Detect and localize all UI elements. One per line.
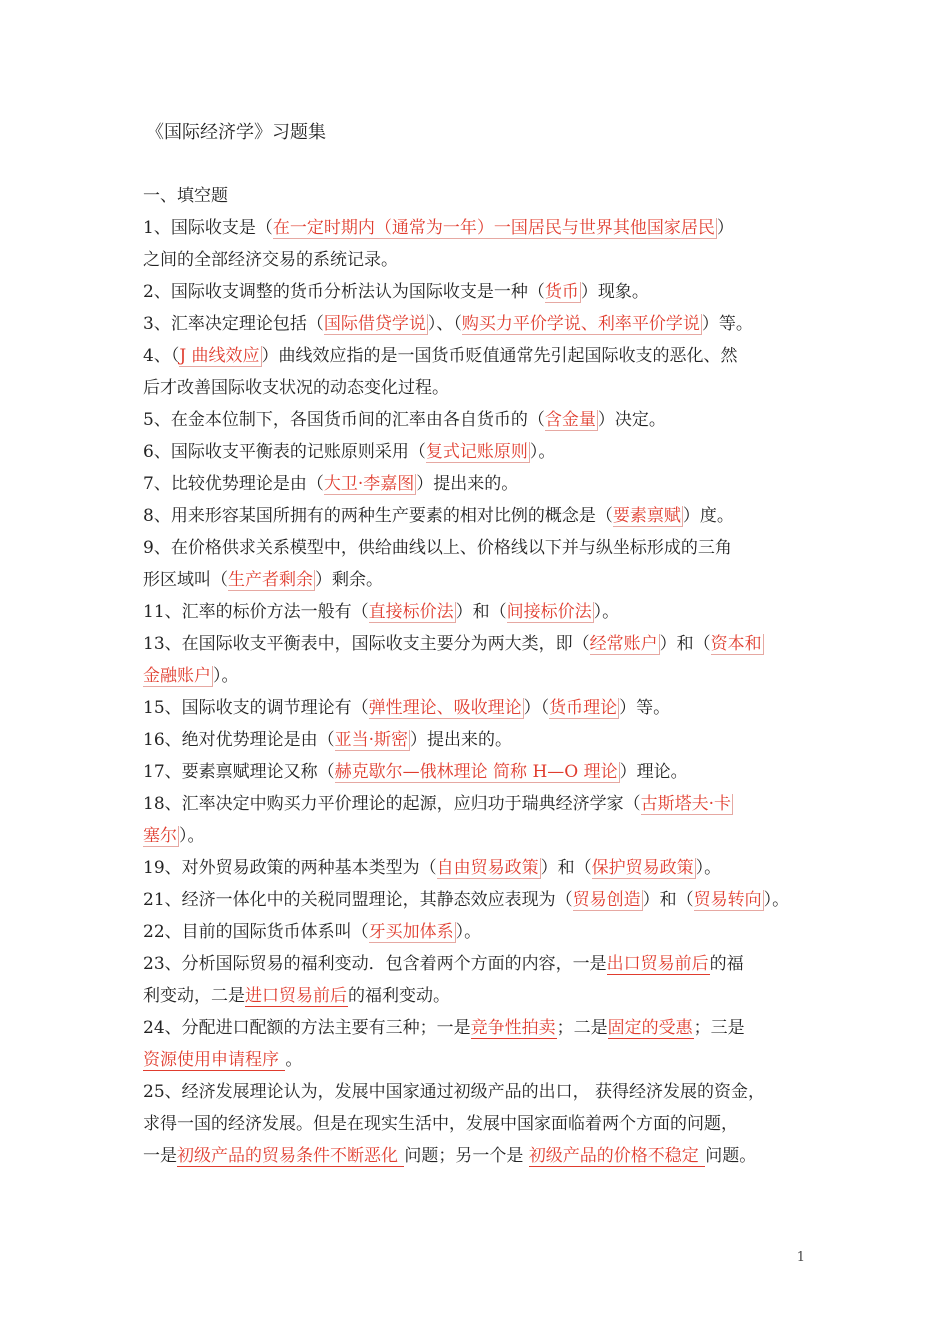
text-line xyxy=(143,1143,756,1169)
line-text: 15、国际收支的调节理论有（ xyxy=(143,698,369,718)
answer-blank: 经常账户 xyxy=(589,634,658,654)
text-line xyxy=(143,1111,738,1137)
answer-blank: 复式记账原则 xyxy=(425,442,528,462)
text-line xyxy=(143,1047,302,1073)
answer-blank: 大卫·李嘉图 xyxy=(323,474,415,494)
line-text: ）和（ xyxy=(642,890,694,910)
line-text: 之间的全部经济交易的系统记录。 xyxy=(143,250,398,270)
text-line xyxy=(143,823,205,849)
text-line xyxy=(143,247,398,273)
line-text: ）提出来的。 xyxy=(410,730,513,750)
answer-blank: 间接标价法 xyxy=(506,602,592,622)
line-text: ） xyxy=(716,218,734,238)
text-line xyxy=(143,439,555,465)
line-text: 13、在国际收支平衡表中，国际收支主要分为两大类，即（ xyxy=(143,634,590,654)
underlined-answer: 进口贸易前后 xyxy=(245,986,347,1006)
text-line xyxy=(143,727,512,753)
answer-blank: 亚当·斯密 xyxy=(334,730,409,750)
answer-blank: 直接标价法 xyxy=(368,602,454,622)
line-text: ）。 xyxy=(213,666,239,686)
line-text: 24、分配进口配额的方法主要有三种；一是 xyxy=(143,1018,471,1038)
text-line xyxy=(143,695,670,721)
line-text: 的福 xyxy=(709,954,744,974)
text-line xyxy=(143,1015,745,1041)
line-text: ）。 xyxy=(529,442,556,462)
line-text: 5、在金本位制下，各国货币间的汇率由各自货币的（ xyxy=(143,410,545,430)
line-text: 3、汇率决定理论包括（ xyxy=(143,314,324,334)
answer-blank: 塞尔 xyxy=(143,826,177,846)
line-text: 1、国际收支是（ xyxy=(143,218,273,238)
text-line xyxy=(143,407,666,433)
line-text: 4、（ xyxy=(143,346,180,366)
text-line xyxy=(143,567,383,593)
answer-blank: 货币 xyxy=(544,282,579,302)
text-line xyxy=(143,983,450,1009)
line-text: ）提出来的。 xyxy=(416,474,519,494)
line-text: 11、汇率的标价方法一般有（ xyxy=(143,602,369,622)
line-text: ）决定。 xyxy=(597,410,666,430)
text-line xyxy=(143,759,688,785)
text-line xyxy=(143,279,649,305)
line-text: 利变动，二是 xyxy=(143,986,245,1006)
text-line xyxy=(143,631,764,657)
line-text: ）现象。 xyxy=(580,282,649,302)
line-text: ）。 xyxy=(593,602,620,622)
line-text: ）。 xyxy=(695,858,722,878)
line-text: ）。 xyxy=(763,890,790,910)
text-line xyxy=(143,919,481,945)
answer-blank: 资本和 xyxy=(710,634,762,654)
line-text: ）和（ xyxy=(455,602,507,622)
text-line xyxy=(143,471,518,497)
line-text: 22、目前的国际货币体系叫（ xyxy=(143,922,369,942)
line-text: ；二是 xyxy=(556,1018,608,1038)
text-line xyxy=(143,599,619,625)
text-line xyxy=(143,535,732,561)
underlined-answer: 出口贸易前后 xyxy=(606,954,709,974)
line-text: 问题。 xyxy=(705,1146,757,1166)
answer-blank: J 曲线效应 xyxy=(179,346,260,366)
line-text: ）和（ xyxy=(540,858,592,878)
line-text: ）。 xyxy=(179,826,205,846)
answer-blank: 含金量 xyxy=(544,410,596,430)
line-text: ）（ xyxy=(523,698,550,718)
line-text: 17、要素禀赋理论又称（ xyxy=(143,762,335,782)
answer-blank: 贸易转向 xyxy=(693,890,762,910)
answer-blank: 购买力平价学说、利率平价学说 xyxy=(461,314,700,334)
answer-blank: 要素禀赋 xyxy=(612,506,681,526)
line-text: 问题；另一个是 xyxy=(404,1146,529,1166)
answer-blank: 保护贸易政策 xyxy=(591,858,694,878)
line-text: ）。 xyxy=(455,922,482,942)
line-text: ）和（ xyxy=(659,634,711,654)
line-text: ）剩余。 xyxy=(315,570,383,590)
section-heading: 一、填空题 xyxy=(143,186,228,206)
text-line xyxy=(143,791,733,817)
answer-blank: 古斯塔夫·卡 xyxy=(640,794,732,814)
line-text: 23、分析国际贸易的福利变动．包含着两个方面的内容，一是 xyxy=(143,954,607,974)
underlined-answer: 竞争性拍卖 xyxy=(470,1018,556,1038)
underlined-answer: 固定的受惠 xyxy=(607,1018,693,1038)
line-text: 25、经济发展理论认为，发展中国家通过初级产品的出口， 获得经济发展的资金， xyxy=(143,1082,766,1102)
answer-blank: 生产者剩余 xyxy=(228,570,313,590)
line-text: ）、（ xyxy=(427,314,462,334)
line-text: 后才改善国际收支状况的动态变化过程。 xyxy=(143,378,449,398)
line-text: 16、绝对优势理论是由（ xyxy=(143,730,335,750)
line-text: ）度。 xyxy=(682,506,734,526)
underlined-answer: 资源使用申请程序 xyxy=(143,1050,285,1070)
line-text: ）理论。 xyxy=(619,762,688,782)
text-line xyxy=(143,215,734,241)
document-title: 《国际经济学》习题集 xyxy=(146,122,326,143)
answer-blank: 自由贸易政策 xyxy=(436,858,539,878)
answer-blank: 在一定时期内（通常为一年）一国居民与世界其他国家居民 xyxy=(272,218,715,238)
line-text: 8、用来形容某国所拥有的两种生产要素的相对比例的概念是（ xyxy=(143,506,613,526)
page-number: 1 xyxy=(796,1250,805,1265)
text-line xyxy=(143,503,734,529)
text-line xyxy=(143,343,738,369)
line-text: 9、在价格供求关系模型中，供给曲线以上、价格线以下并与纵坐标形成的三角 xyxy=(143,538,732,558)
line-text: 7、比较优势理论是由（ xyxy=(143,474,324,494)
answer-blank: 国际借贷学说 xyxy=(323,314,426,334)
line-text: 21、经济一体化中的关税同盟理论，其静态效应表现为（ xyxy=(143,890,573,910)
underlined-answer: 初级产品的贸易条件不断恶化 xyxy=(177,1146,404,1166)
text-line xyxy=(143,1079,765,1105)
answer-blank: 货币理论 xyxy=(549,698,618,718)
text-line xyxy=(143,887,789,913)
line-text: ）等。 xyxy=(619,698,671,718)
line-text: 一是 xyxy=(143,1146,177,1166)
underlined-answer: 初级产品的价格不稳定 xyxy=(528,1146,705,1166)
line-text: ）等。 xyxy=(701,314,753,334)
text-line xyxy=(143,855,721,881)
answer-blank: 贸易创造 xyxy=(572,890,641,910)
text-line xyxy=(143,375,449,401)
line-text: 18、汇率决定中购买力平价理论的起源，应归功于瑞典经济学家（ xyxy=(143,794,641,814)
text-line xyxy=(143,311,753,337)
answer-blank: 弹性理论、吸收理论 xyxy=(368,698,522,718)
text-line xyxy=(143,663,239,689)
line-text: 2、国际收支调整的货币分析法认为国际收支是一种（ xyxy=(143,282,545,302)
line-text: 19、对外贸易政策的两种基本类型为（ xyxy=(143,858,437,878)
line-text: 的福利变动。 xyxy=(348,986,450,1006)
line-text: 。 xyxy=(285,1050,303,1070)
answer-blank: 牙买加体系 xyxy=(368,922,454,942)
line-text: 求得一国的经济发展。但是在现实生活中，发展中国家面临着两个方面的问题， xyxy=(143,1114,738,1134)
line-text: 形区域叫（ xyxy=(143,570,228,590)
answer-blank: 金融账户 xyxy=(143,666,211,686)
text-line xyxy=(143,951,744,977)
line-text: ）曲线效应指的是一国货币贬值通常先引起国际收支的恶化、然 xyxy=(261,346,738,366)
answer-blank: 赫克歇尔—俄林理论 简称 H—O 理论 xyxy=(334,762,618,782)
line-text: ；三是 xyxy=(693,1018,745,1038)
line-text: 6、国际收支平衡表的记账原则采用（ xyxy=(143,442,426,462)
